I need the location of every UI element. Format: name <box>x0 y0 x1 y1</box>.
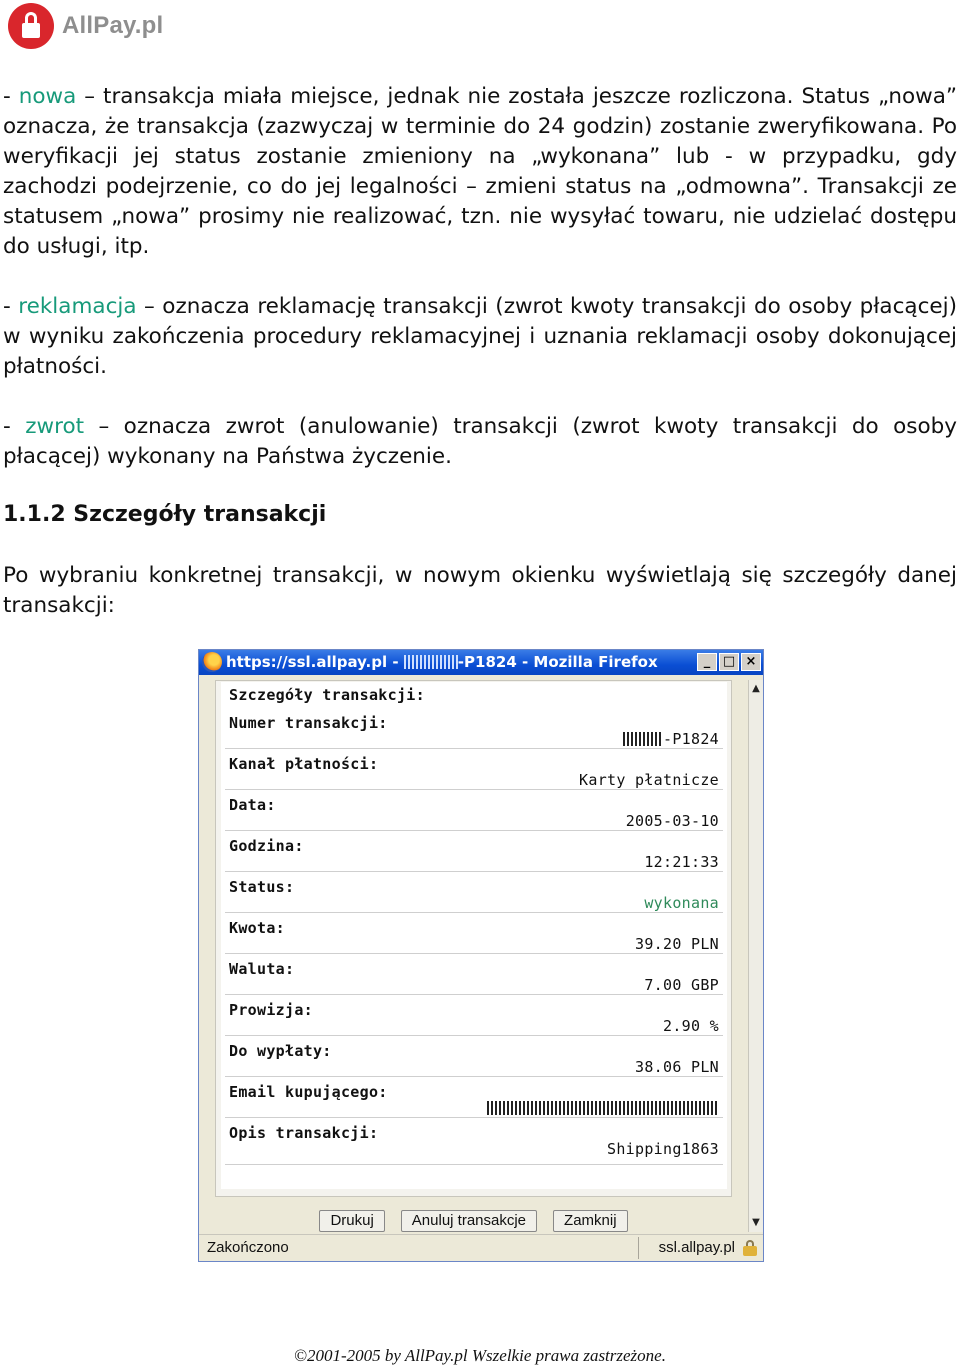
allpay-logo <box>8 2 163 50</box>
lock-logo-icon <box>8 3 54 49</box>
maximize-button[interactable]: □ <box>719 653 739 671</box>
redacted-email <box>487 1101 719 1115</box>
detail-value: Shipping1863 <box>607 1140 719 1158</box>
detail-label: Email kupującego: <box>229 1083 388 1101</box>
detail-label: Waluta: <box>229 960 295 978</box>
detail-label: Do wypłaty: <box>229 1042 332 1060</box>
detail-row <box>225 1077 723 1118</box>
detail-value: 39.20 PLN <box>635 935 719 953</box>
firefox-icon <box>202 652 222 672</box>
window-titlebar <box>199 650 763 675</box>
detail-label: Opis transakcji: <box>229 1124 379 1142</box>
detail-value: 12:21:33 <box>644 853 719 871</box>
detail-label: Kwota: <box>229 919 285 937</box>
close-button[interactable]: Zamknij <box>553 1210 628 1232</box>
cancel-transaction-button[interactable]: Anuluj transakcje <box>401 1210 537 1232</box>
print-button[interactable]: Drukuj <box>319 1210 384 1232</box>
bullet-dash: - <box>3 414 26 439</box>
term-reklamacja: reklamacja <box>18 294 137 319</box>
section-heading: 1.1.2 Szczegóły transakcji <box>3 502 327 527</box>
detail-row <box>225 1036 723 1077</box>
padlock-icon <box>743 1240 757 1256</box>
paragraph-details-intro: Po wybraniu konkretnej transakcji, w nowym okienku wyświetlają się szczegóły danej transakcji: <box>3 563 957 618</box>
bullet-dash: - <box>3 294 19 319</box>
detail-row <box>225 872 723 913</box>
detail-value <box>623 730 719 748</box>
paragraph-status-nowa <box>3 82 957 262</box>
close-window-button[interactable]: × <box>741 653 761 671</box>
transaction-details-window <box>198 649 764 1262</box>
paragraph-status-zwrot <box>3 412 957 472</box>
status-bar <box>199 1234 763 1261</box>
paragraph-text: – transakcja miała miejsce, jednak nie została jeszcze rozliczona. Status „nowa” oznacza, że transakcja (zazwyczaj w terminie do 24 godzin) zostanie zweryfikowana. Po weryfikacji jej status zostanie zmieniony na „wykonana” lub - w przypadku, gdy zachodzi podejrzenie, co do jej legalności – zmieni status na „odmowna”. Transakcji ze statusem „nowa” prosimy nie realizować, tzn. nie wysyłać towaru, nie udzielać dostępu do usługi, itp. <box>3 84 958 259</box>
detail-row <box>225 831 723 872</box>
detail-row <box>225 749 723 790</box>
minimize-button[interactable]: _ <box>697 653 717 671</box>
detail-label: Data: <box>229 796 276 814</box>
detail-label: Godzina: <box>229 837 304 855</box>
details-panel <box>221 682 727 1189</box>
detail-value-text: -P1824 <box>663 730 719 748</box>
status-text: Zakończono <box>207 1239 289 1256</box>
redacted-id <box>404 655 458 669</box>
detail-value: 7.00 GBP <box>644 976 719 994</box>
scroll-down-icon[interactable]: ▼ <box>752 1217 760 1228</box>
detail-label: Prowizja: <box>229 1001 313 1019</box>
term-nowa: nowa <box>18 84 77 109</box>
logo-text: AllPay.pl <box>62 12 164 39</box>
redacted-id <box>623 732 663 746</box>
scroll-up-icon[interactable]: ▲ <box>752 683 760 694</box>
detail-value: Karty płatnicze <box>579 771 719 789</box>
copyright-footer: ©2001-2005 by AllPay.pl Wszelkie prawa zastrzeżone. <box>294 1346 666 1365</box>
status-domain: ssl.allpay.pl <box>658 1239 735 1256</box>
window-title <box>226 653 658 671</box>
detail-row <box>225 913 723 954</box>
paragraph-text: – oznacza zwrot (anulowanie) transakcji (zwrot kwoty transakcji do osoby płacącej) wykonany na Państwa życzenie. <box>3 414 957 469</box>
paragraph-status-reklamacja <box>3 292 957 382</box>
detail-value: 38.06 PLN <box>635 1058 719 1076</box>
details-title: Szczegóły transakcji: <box>229 686 425 704</box>
term-zwrot: zwrot <box>25 414 85 439</box>
detail-label: Status: <box>229 878 295 896</box>
detail-row <box>225 995 723 1036</box>
window-button-bar <box>215 1210 732 1232</box>
detail-value: wykonana <box>644 894 719 912</box>
detail-row <box>225 1118 723 1165</box>
window-title-prefix: https://ssl.allpay.pl - <box>226 653 404 671</box>
bullet-dash: - <box>3 84 19 109</box>
detail-label: Kanał płatności: <box>229 755 379 773</box>
details-list <box>225 708 723 1165</box>
detail-value: 2.90 % <box>663 1017 719 1035</box>
detail-value <box>487 1099 719 1117</box>
detail-row <box>225 954 723 995</box>
detail-value: 2005-03-10 <box>625 812 719 830</box>
window-title-suffix: -P1824 - Mozilla Firefox <box>457 653 658 671</box>
detail-row <box>225 790 723 831</box>
detail-label: Numer transakcji: <box>229 714 388 732</box>
detail-row <box>225 708 723 749</box>
vertical-scrollbar[interactable] <box>748 680 763 1232</box>
paragraph-text: – oznacza reklamację transakcji (zwrot kwoty transakcji do osoby płacącej) w wyniku zakończenia procedury reklamacyjnej i uznania reklamacji osoby dokonującej płatności. <box>3 294 958 379</box>
